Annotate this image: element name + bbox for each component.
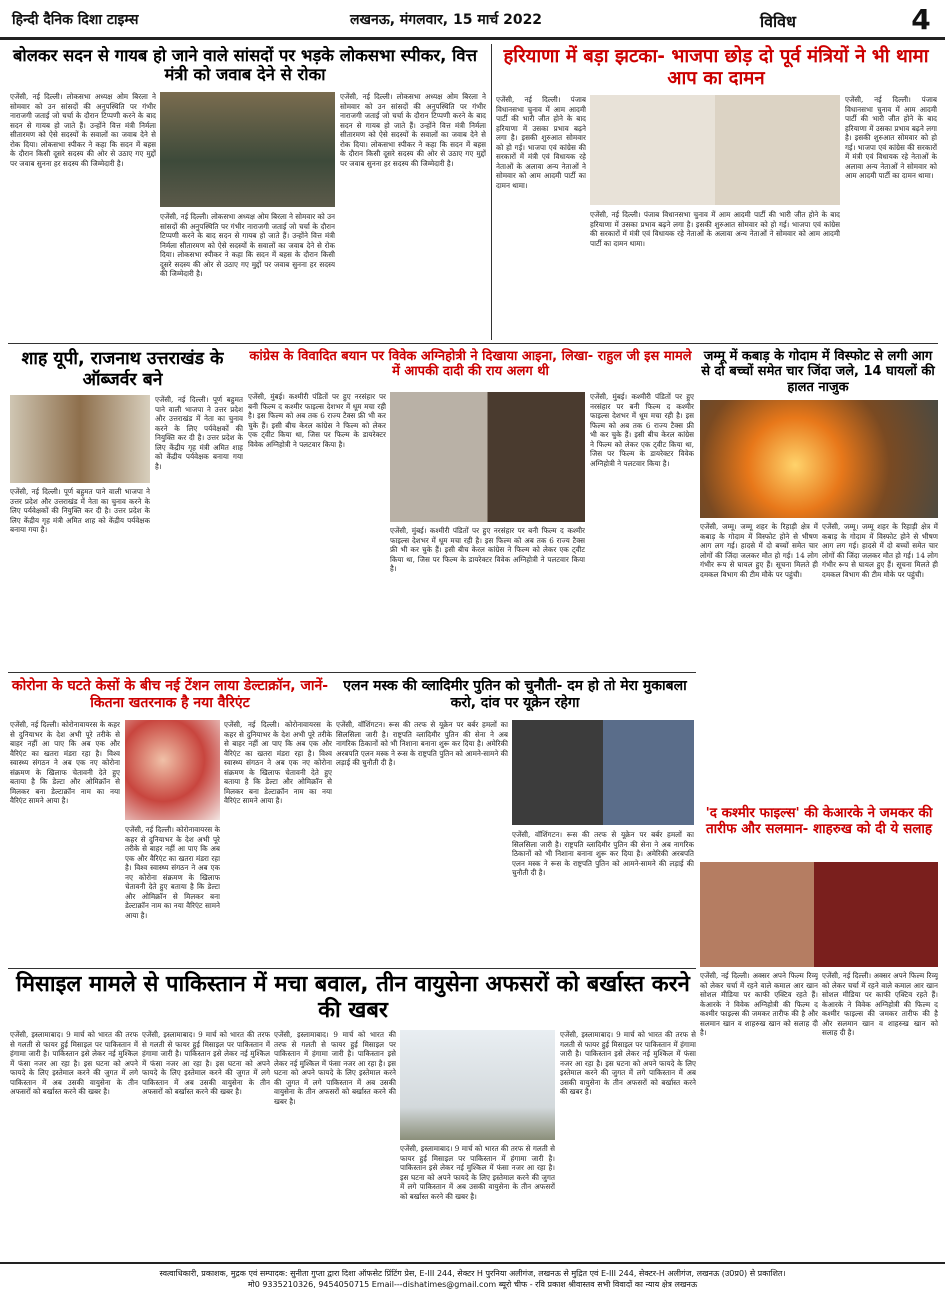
headline-speaker: बोलकर सदन से गायब हो जाने वाले सांसदों पर भड़के लोकसभा स्पीकर, वित्त मंत्री को जवाब देने से रोका bbox=[13, 46, 477, 85]
headline-observers: शाह यूपी, राजनाथ उत्तराखंड के ऑब्जर्वर बने bbox=[21, 349, 224, 390]
body-krk: एजेंसी, नई दिल्ली। अक्सर अपने फिल्म रिव्यू को लेकर चर्चा में रहने वाले कमाल आर खान सोशल मीडिया पर काफी एक्टिव रहते हैं। केआरके ने विवेक अग्निहोत्री की फिल्म द कश्मीर फाइल्स की जमकर तारीफ की है और सलमान खान व शाहरुख खान को सलाह दी है। bbox=[700, 971, 818, 1037]
photo-missile bbox=[400, 1030, 555, 1140]
section-rule-3 bbox=[8, 968, 696, 969]
dateline: लखनऊ, मंगलवार, 15 मार्च 2022 bbox=[350, 12, 543, 28]
body-missile-cont2: एजेंसी, इस्लामाबाद। 9 मार्च को भारत की तरफ से गलती से फायर हुई मिसाइल पर पाकिस्तान में हंगामा जारी है। पाकिस्तान इसे लेकर नई मुश्किल में फंसा नजर आ रहा है। इस घटना को अपने फायदे के लिए इस्तेमाल करने की जुगत में लगे पाकिस्तान में अब उसकी वायुसेना के तीन अफसरों को बर्खास्त करने की खबर है। bbox=[274, 1030, 396, 1106]
body-agnihotri-cont: एजेंसी, मुंबई। कश्मीरी पंडितों पर हुए नरसंहार पर बनी फिल्म द कश्मीर फाइल्स देशभर में धूम मचा रही है। इस फिल्म को अब तक 6 राज्य टैक्स फ्री भी कर चुके हैं। इसी बीच केरल कांग्रेस ने फिल्म को लेकर एक ट्वीट किया था, जिस पर फिल्म के डायरेक्टर विवेक अग्निहोत्री ने पलटवार किया है। bbox=[390, 526, 585, 573]
body-missile-cont4: एजेंसी, इस्लामाबाद। 9 मार्च को भारत की तरफ से गलती से फायर हुई मिसाइल पर पाकिस्तान में हंगामा जारी है। पाकिस्तान इसे लेकर नई मुश्किल में फंसा नजर आ रहा है। इस घटना को अपने फायदे के लिए इस्तेमाल करने की जुगत में लगे पाकिस्तान में अब उसकी वायुसेना के तीन अफसरों को बर्खास्त करने की खबर है। bbox=[560, 1030, 696, 1096]
body-krk-cont: एजेंसी, नई दिल्ली। अक्सर अपने फिल्म रिव्यू को लेकर चर्चा में रहने वाले कमाल आर खान सोशल मीडिया पर काफी एक्टिव रहते हैं। केआरके ने विवेक अग्निहोत्री की फिल्म द कश्मीर फाइल्स की जमकर तारीफ की है और सलमान खान व शाहरुख खान को सलाह दी है। bbox=[822, 971, 938, 1037]
photo-speaker bbox=[160, 92, 335, 207]
section-rule bbox=[8, 343, 938, 344]
headline-musk: एलन मस्क की व्लादिमीर पुतिन को चुनौती- दम हो तो मेरा मुकाबला करो, दांव पर यूक्रेन रहेगा bbox=[343, 678, 687, 711]
headline-krk: 'द कश्मीर फाइल्स' की केआरके ने जमकर की तारीफ और सलमान- शाहरुख को दी ये सलाह bbox=[705, 805, 933, 837]
photo-deltacron bbox=[125, 720, 220, 820]
headline-haryana: हरियाणा में बड़ा झटका- भाजपा छोड़ दो पूर्व मंत्रियों ने भी थामा आप का दामन bbox=[503, 46, 929, 89]
photo-musk bbox=[512, 720, 694, 825]
body-haryana-cont2: एजेंसी, नई दिल्ली। पंजाब विधानसभा चुनाव में आम आदमी पार्टी की भारी जीत होने के बाद हरियाणा में उसका प्रभाव बढ़ने लगा है। इसकी शुरुआत सोमवार को हो गई। भाजपा एवं कांग्रेस की सरकारों में मंत्री एवं विधायक रहे नेताओं के अलावा अन्य नेताओं ने सोमवार को आम आदमी पार्टी का दामन थामा। bbox=[845, 95, 937, 180]
footer-contact: मो0 9335210326, 9454050715 Email---dishatimes@gmail.com ब्यूरो चीफ - रवि प्रकाश श्रीवास्तव सभी विवादों का न्याय क्षेत्र लखनऊ bbox=[247, 1280, 698, 1290]
body-missile-cont3: एजेंसी, इस्लामाबाद। 9 मार्च को भारत की तरफ से गलती से फायर हुई मिसाइल पर पाकिस्तान में हंगामा जारी है। पाकिस्तान इसे लेकर नई मुश्किल में फंसा नजर आ रहा है। इस घटना को अपने फायदे के लिए इस्तेमाल करने की जुगत में लगे पाकिस्तान में अब उसकी वायुसेना के तीन अफसरों को बर्खास्त करने की खबर है। bbox=[400, 1144, 555, 1201]
section-label: विविध bbox=[760, 12, 796, 31]
body-musk: एजेंसी, वॉशिंगटन। रूस की तरफ से यूक्रेन पर बर्बर हमलों का सिलसिला जारी है। राष्ट्रपति व्लादिमीर पुतिन की सेना ने अब नागरिक ठिकानों को भी निशाना बनाना शुरू कर दिया है। अमेरिकी अरबपति एलन मस्क ने रूस के राष्ट्रपति पुतिन को आमने-सामने की लड़ाई की चुनौती दी है। bbox=[336, 720, 508, 767]
body-jammu-fire-cont: एजेंसी, जम्मू। जम्मू शहर के रिहाड़ी क्षेत्र में कबाड़ के गोदाम में विस्फोट होने से भीषण आग लग गई। हादसे में दो बच्चों समेत चार लोगों की जिंदा जलकर मौत हो गई। 14 लोग गंभीर रूप से घायल हुए हैं। सूचना मिलते ही दमकल विभाग की टीम मौके पर पहुंची। bbox=[822, 522, 938, 579]
body-musk-cont: एजेंसी, वॉशिंगटन। रूस की तरफ से यूक्रेन पर बर्बर हमलों का सिलसिला जारी है। राष्ट्रपति व्लादिमीर पुतिन की सेना ने अब नागरिक ठिकानों को भी निशाना बनाना शुरू कर दिया है। अमेरिकी अरबपति एलन मस्क ने रूस के राष्ट्रपति पुतिन को आमने-सामने की लड़ाई की चुनौती दी है। bbox=[512, 830, 694, 877]
body-missile-cont: एजेंसी, इस्लामाबाद। 9 मार्च को भारत की तरफ से गलती से फायर हुई मिसाइल पर पाकिस्तान में हंगामा जारी है। पाकिस्तान इसे लेकर नई मुश्किल में फंसा नजर आ रहा है। इस घटना को अपने फायदे के लिए इस्तेमाल करने की जुगत में लगे पाकिस्तान में अब उसकी वायुसेना के तीन अफसरों को बर्खास्त करने की खबर है। bbox=[142, 1030, 270, 1096]
photo-agnihotri bbox=[390, 392, 585, 522]
body-agnihotri: एजेंसी, मुंबई। कश्मीरी पंडितों पर हुए नरसंहार पर बनी फिल्म द कश्मीर फाइल्स देशभर में धूम मचा रही है। इस फिल्म को अब तक 6 राज्य टैक्स फ्री भी कर चुके हैं। इसी बीच केरल कांग्रेस ने फिल्म को लेकर एक ट्वीट किया था, जिस पर फिल्म के डायरेक्टर विवेक अग्निहोत्री ने पलटवार किया है। bbox=[248, 392, 386, 449]
headline-jammu-fire: जम्मू में कबाड़ के गोदाम में विस्फोट से लगी आग से दो बच्चों समेत चार जिंदा जले, 14 घायलों की हालत नाजुक bbox=[701, 349, 935, 395]
body-deltacron: एजेंसी, नई दिल्ली। कोरोनावायरस के कहर से दुनियाभर के देश अभी पूरे तरीके से बाहर नहीं आ पाए कि अब एक और वैरिएंट का खतरा मंडरा रहा है। विश्व स्वास्थ्य संगठन ने अब एक नए कोरोना संक्रमण के खिलाफ चेतावनी देते हुए बताया है कि डेल्टा और ओमिक्रॉन से मिलकर बना डेल्टाक्रॉन नाम का नया वैरिएंट सामने आया है। bbox=[10, 720, 120, 805]
photo-krk bbox=[700, 862, 938, 967]
photo-observers bbox=[10, 395, 150, 483]
body-haryana-cont: एजेंसी, नई दिल्ली। पंजाब विधानसभा चुनाव में आम आदमी पार्टी की भारी जीत होने के बाद हरियाणा में उसका प्रभाव बढ़ने लगा है। इसकी शुरुआत सोमवार को हो गई। भाजपा एवं कांग्रेस की सरकारों में मंत्री एवं विधायक रहे नेताओं के अलावा अन्य नेताओं ने सोमवार को आम आदमी पार्टी का दामन थामा। bbox=[590, 210, 840, 248]
body-deltacron-cont2: एजेंसी, नई दिल्ली। कोरोनावायरस के कहर से दुनियाभर के देश अभी पूरे तरीके से बाहर नहीं आ पाए कि अब एक और वैरिएंट का खतरा मंडरा रहा है। विश्व स्वास्थ्य संगठन ने अब एक नए कोरोना संक्रमण के खिलाफ चेतावनी देते हुए बताया है कि डेल्टा और ओमिक्रॉन से मिलकर बना डेल्टाक्रॉन नाम का नया वैरिएंट सामने आया है। bbox=[224, 720, 332, 805]
body-jammu-fire: एजेंसी, जम्मू। जम्मू शहर के रिहाड़ी क्षेत्र में कबाड़ के गोदाम में विस्फोट होने से भीषण आग लग गई। हादसे में दो बच्चों समेत चार लोगों की जिंदा जलकर मौत हो गई। 14 लोग गंभीर रूप से घायल हुए हैं। सूचना मिलते ही दमकल विभाग की टीम मौके पर पहुंची। bbox=[700, 522, 818, 579]
photo-haryana bbox=[590, 95, 840, 205]
paper-name: हिन्दी दैनिक दिशा टाइम्स bbox=[12, 12, 139, 28]
body-speaker: एजेंसी, नई दिल्ली। लोकसभा अध्यक्ष ओम बिरला ने सोमवार को उन सांसदों की अनुपस्थिति पर गंभीर नाराजगी जताई जो चर्चा के दौरान टिप्पणी करने के बाद सदन से गायब हो जाते हैं। उन्होंने वित्त मंत्री निर्मला सीतारमण को ऐसे सदस्यों के सवालों का जवाब देने से रोक दिया। लोकसभा स्पीकर ने कहा कि सदन में बहस के दौरान किसी दूसरे सदस्य की ओर से उठाए गए मुद्दों पर जवाब सुनना हर सदस्य की जिम्मेदारी है। bbox=[10, 92, 156, 168]
page-number: 4 bbox=[911, 3, 931, 36]
section-rule-2 bbox=[8, 672, 696, 673]
body-haryana: एजेंसी, नई दिल्ली। पंजाब विधानसभा चुनाव में आम आदमी पार्टी की भारी जीत होने के बाद हरियाणा में उसका प्रभाव बढ़ने लगा है। इसकी शुरुआत सोमवार को हो गई। भाजपा एवं कांग्रेस की सरकारों में मंत्री एवं विधायक रहे नेताओं के अलावा अन्य नेताओं ने सोमवार को आम आदमी पार्टी का दामन थामा। bbox=[496, 95, 586, 190]
photo-jammu-fire bbox=[700, 400, 938, 518]
column-rule bbox=[491, 44, 492, 340]
body-agnihotri-cont2: एजेंसी, मुंबई। कश्मीरी पंडितों पर हुए नरसंहार पर बनी फिल्म द कश्मीर फाइल्स देशभर में धूम मचा रही है। इस फिल्म को अब तक 6 राज्य टैक्स फ्री भी कर चुके हैं। इसी बीच केरल कांग्रेस ने फिल्म को लेकर एक ट्वीट किया था, जिस पर फिल्म के डायरेक्टर विवेक अग्निहोत्री ने पलटवार किया है। bbox=[590, 392, 694, 468]
headline-missile: मिसाइल मामले से पाकिस्तान में मचा बवाल, तीन वायुसेना अफसरों को बर्खास्त करने की खबर bbox=[16, 972, 690, 1023]
footer bbox=[0, 1262, 945, 1295]
body-deltacron-cont: एजेंसी, नई दिल्ली। कोरोनावायरस के कहर से दुनियाभर के देश अभी पूरे तरीके से बाहर नहीं आ पाए कि अब एक और वैरिएंट का खतरा मंडरा रहा है। विश्व स्वास्थ्य संगठन ने अब एक नए कोरोना संक्रमण के खिलाफ चेतावनी देते हुए बताया है कि डेल्टा और ओमिक्रॉन से मिलकर बना डेल्टाक्रॉन नाम का नया वैरिएंट सामने आया है। bbox=[125, 825, 220, 920]
body-observers: एजेंसी, नई दिल्ली। पूर्ण बहुमत पाने वाली भाजपा ने उत्तर प्रदेश और उत्तराखंड में नेता का चुनाव करने के लिए पर्यवेक्षकों की नियुक्ति कर दी है। उत्तर प्रदेश के लिए केंद्रीय गृह मंत्री अमित शाह को केंद्रीय पर्यवेक्षक बनाया गया है। bbox=[10, 487, 150, 534]
headline-deltacron: कोरोना के घटते केसों के बीच नई टेंशन लाया डेल्टाक्रॉन, जानें- कितना खतरनाक है नया वैरिएंट bbox=[11, 678, 329, 711]
masthead bbox=[0, 0, 945, 40]
body-speaker-cont: एजेंसी, नई दिल्ली। लोकसभा अध्यक्ष ओम बिरला ने सोमवार को उन सांसदों की अनुपस्थिति पर गंभीर नाराजगी जताई जो चर्चा के दौरान टिप्पणी करने के बाद सदन से गायब हो जाते हैं। उन्होंने वित्त मंत्री निर्मला सीतारमण को ऐसे सदस्यों के सवालों का जवाब देने से रोक दिया। लोकसभा स्पीकर ने कहा कि सदन में बहस के दौरान किसी दूसरे सदस्य की ओर से उठाए गए मुद्दों पर जवाब सुनना हर सदस्य की जिम्मेदारी है। bbox=[160, 212, 335, 278]
body-observers-cont: एजेंसी, नई दिल्ली। पूर्ण बहुमत पाने वाली भाजपा ने उत्तर प्रदेश और उत्तराखंड में नेता का चुनाव करने के लिए पर्यवेक्षकों की नियुक्ति कर दी है। उत्तर प्रदेश के लिए केंद्रीय गृह मंत्री अमित शाह को केंद्रीय पर्यवेक्षक बनाया गया है। bbox=[155, 395, 243, 471]
body-missile: एजेंसी, इस्लामाबाद। 9 मार्च को भारत की तरफ से गलती से फायर हुई मिसाइल पर पाकिस्तान में हंगामा जारी है। पाकिस्तान इसे लेकर नई मुश्किल में फंसा नजर आ रहा है। इस घटना को अपने फायदे के लिए इस्तेमाल करने की जुगत में लगे पाकिस्तान में अब उसकी वायुसेना के तीन अफसरों को बर्खास्त करने की खबर है। bbox=[10, 1030, 138, 1096]
body-speaker-cont2: एजेंसी, नई दिल्ली। लोकसभा अध्यक्ष ओम बिरला ने सोमवार को उन सांसदों की अनुपस्थिति पर गंभीर नाराजगी जताई जो चर्चा के दौरान टिप्पणी करने के बाद सदन से गायब हो जाते हैं। उन्होंने वित्त मंत्री निर्मला सीतारमण को ऐसे सदस्यों के सवालों का जवाब देने से रोक दिया। लोकसभा स्पीकर ने कहा कि सदन में बहस के दौरान किसी दूसरे सदस्य की ओर से उठाए गए मुद्दों पर जवाब सुनना हर सदस्य की जिम्मेदारी है। bbox=[340, 92, 486, 168]
headline-agnihotri: कांग्रेस के विवादित बयान पर विवेक अग्निहोत्री ने दिखाया आइना, लिखा- राहुल जी इस मामले में आपकी दादी की राय अलग थी bbox=[249, 349, 692, 380]
footer-imprint: स्वत्वाधिकारी, प्रकाशक, मुद्रक एवं सम्पादक: सुनीता गुप्ता द्वारा दिशा ऑफसेट प्रिंटिंग प्रेस, E-III 244, सेक्टर H पुरनिया अलीगंज, लखनऊ से मुद्रित एवं E-III 244, सेक्टर-H अलीगंज, लखनऊ (उ0प्र0) से प्रकाशित। bbox=[159, 1269, 786, 1278]
